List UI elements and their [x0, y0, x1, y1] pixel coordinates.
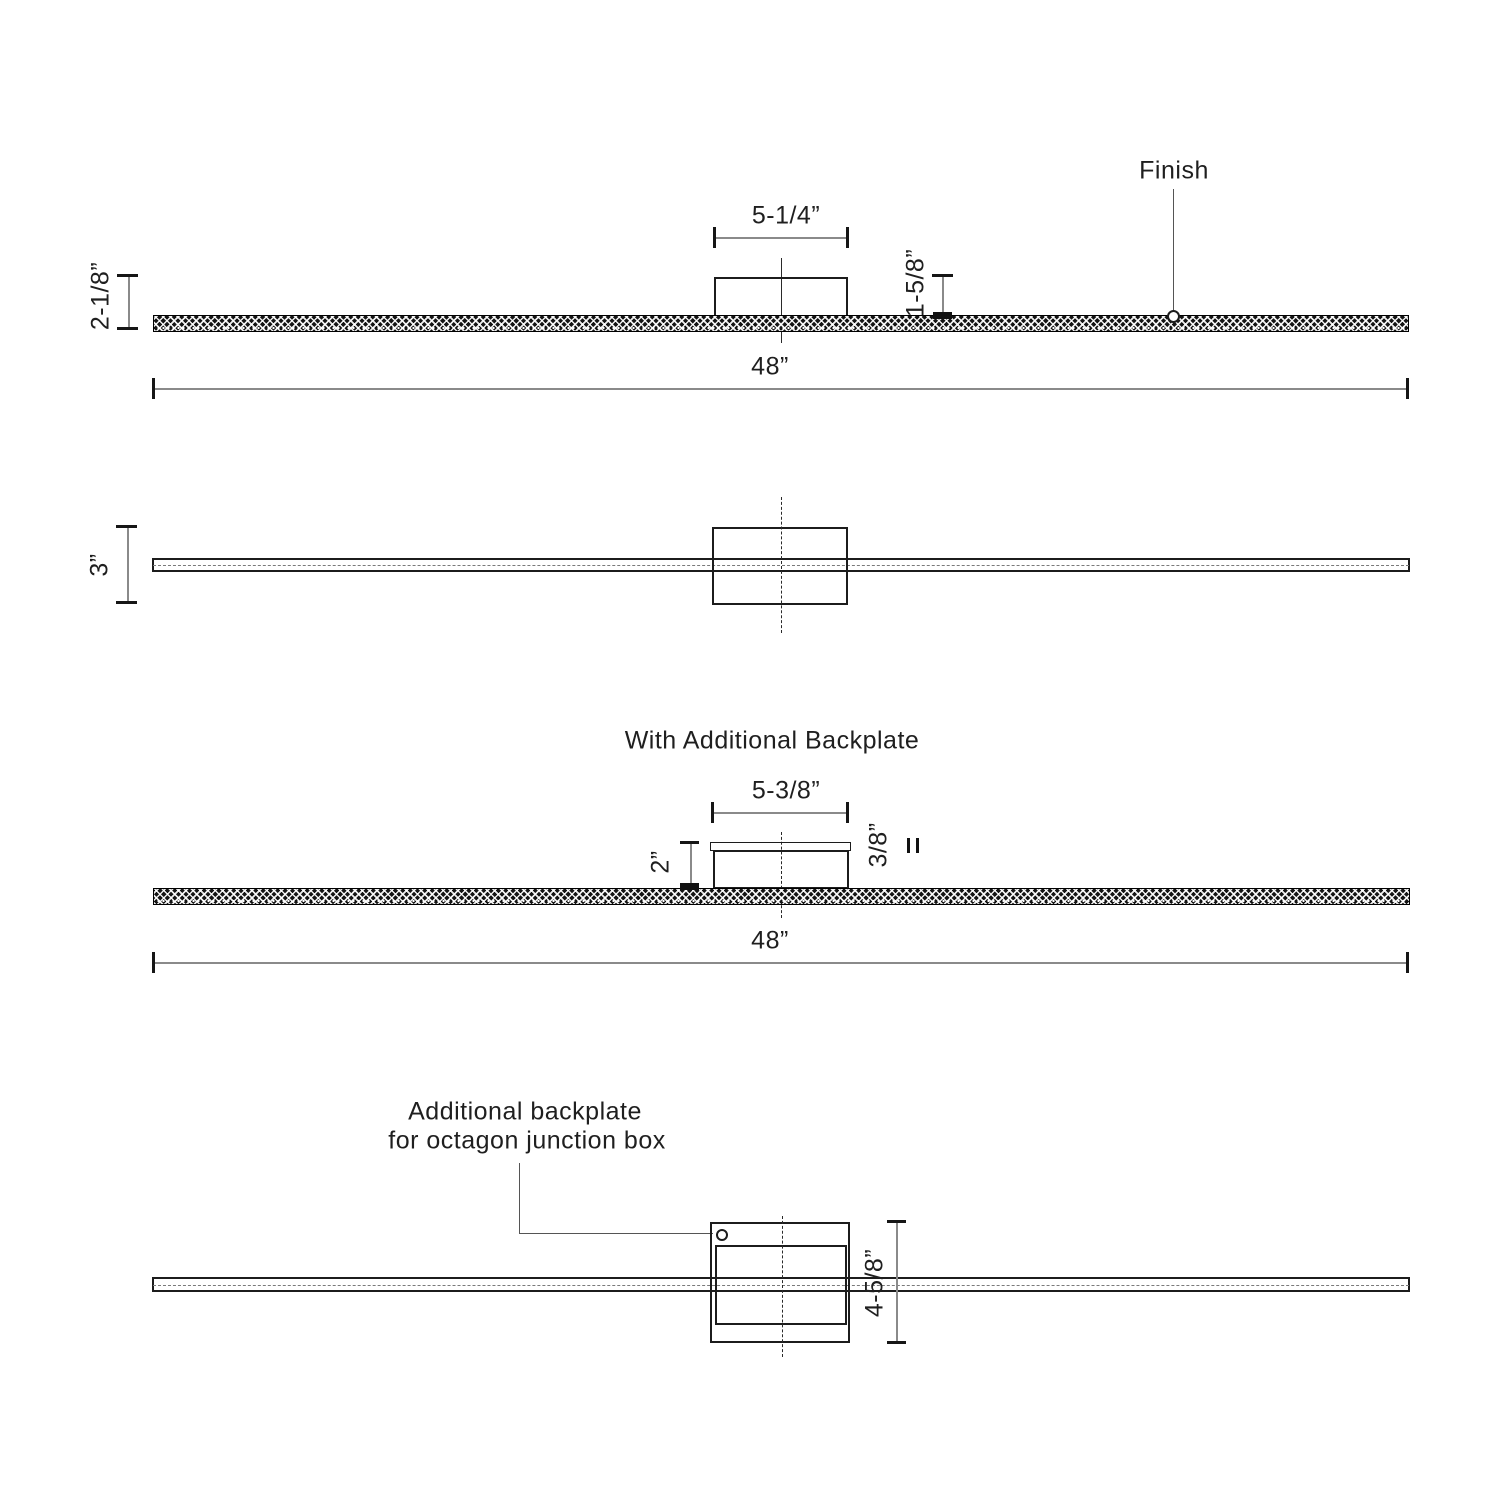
backplate-callout-line2: for octagon junction box	[388, 1126, 666, 1155]
v1-overall-depth-dim-label: 2-1/8”	[86, 261, 115, 331]
v3-box-width-dim-label: 5-3/8”	[751, 776, 821, 805]
v3-length-dim-label: 48”	[751, 926, 789, 955]
v3-length-tick-left	[152, 952, 155, 973]
v1-overall-depth-dim-line	[128, 276, 130, 329]
v3-box-width-tick-right	[846, 802, 849, 823]
v4-backplate-inner	[715, 1245, 847, 1325]
v2-depth-dim-label: 3”	[85, 553, 114, 577]
v2-depth-tick-top	[116, 525, 137, 528]
v1-fixture-bar	[153, 315, 1409, 332]
v1-box-width-tick-left	[713, 227, 716, 248]
v3-box-height-mark-bottom	[680, 883, 699, 890]
v3-box-height-dim-line	[690, 843, 692, 886]
v1-junction-box	[714, 277, 848, 317]
v1-length-dim-line	[153, 388, 1408, 390]
v4-plate-height-dim-line	[896, 1222, 898, 1343]
finish-leader-line	[1173, 189, 1174, 312]
v2-depth-dim-line	[127, 527, 129, 603]
v4-callout-leader-horizontal	[519, 1233, 713, 1234]
v4-screw-hole	[716, 1229, 728, 1241]
v1-box-depth-mark-bottom	[933, 312, 952, 319]
v3-plate-thickness-tick-b	[916, 838, 919, 853]
v3-length-tick-right	[1406, 952, 1409, 973]
backplate-view-title: With Additional Backplate	[624, 726, 920, 755]
v3-length-dim-line	[153, 962, 1408, 964]
v4-plate-height-dim-label: 4-5/8”	[860, 1248, 889, 1318]
v2-junction-box	[712, 527, 848, 605]
v1-overall-depth-tick-top	[117, 274, 138, 277]
v3-box-width-dim-line	[713, 812, 847, 814]
v1-box-width-tick-right	[846, 227, 849, 248]
v3-junction-box	[713, 850, 849, 889]
finish-label: Finish	[1139, 156, 1209, 185]
v3-box-height-tick-top	[680, 841, 699, 844]
v4-centerline	[782, 1216, 783, 1357]
finish-marker-circle	[1167, 310, 1180, 323]
v1-overall-depth-tick-bottom	[117, 327, 138, 330]
v3-plate-thickness-dim-label: 3/8”	[864, 822, 893, 868]
v1-length-dim-label: 48”	[751, 352, 789, 381]
v1-box-depth-dim-line	[942, 276, 944, 316]
v1-box-width-dim-label: 5-1/4”	[751, 201, 821, 230]
v1-box-depth-dim-label: 1-5/8”	[901, 248, 930, 318]
v2-centerline	[781, 497, 782, 633]
v1-length-tick-right	[1406, 378, 1409, 399]
v3-box-width-tick-left	[711, 802, 714, 823]
v1-box-depth-tick-top	[932, 274, 953, 277]
v3-box-height-dim-label: 2”	[646, 850, 675, 874]
v4-plate-height-tick-top	[887, 1220, 906, 1223]
v2-depth-tick-bottom	[116, 601, 137, 604]
v3-plate-thickness-tick-a	[907, 838, 910, 853]
v3-fixture-bar	[153, 888, 1410, 905]
v1-box-width-dim-line	[715, 237, 847, 239]
v1-length-tick-left	[152, 378, 155, 399]
backplate-callout-line1: Additional backplate	[408, 1097, 642, 1126]
v4-callout-leader-vertical	[519, 1163, 520, 1233]
v4-plate-height-tick-bottom	[887, 1341, 906, 1344]
